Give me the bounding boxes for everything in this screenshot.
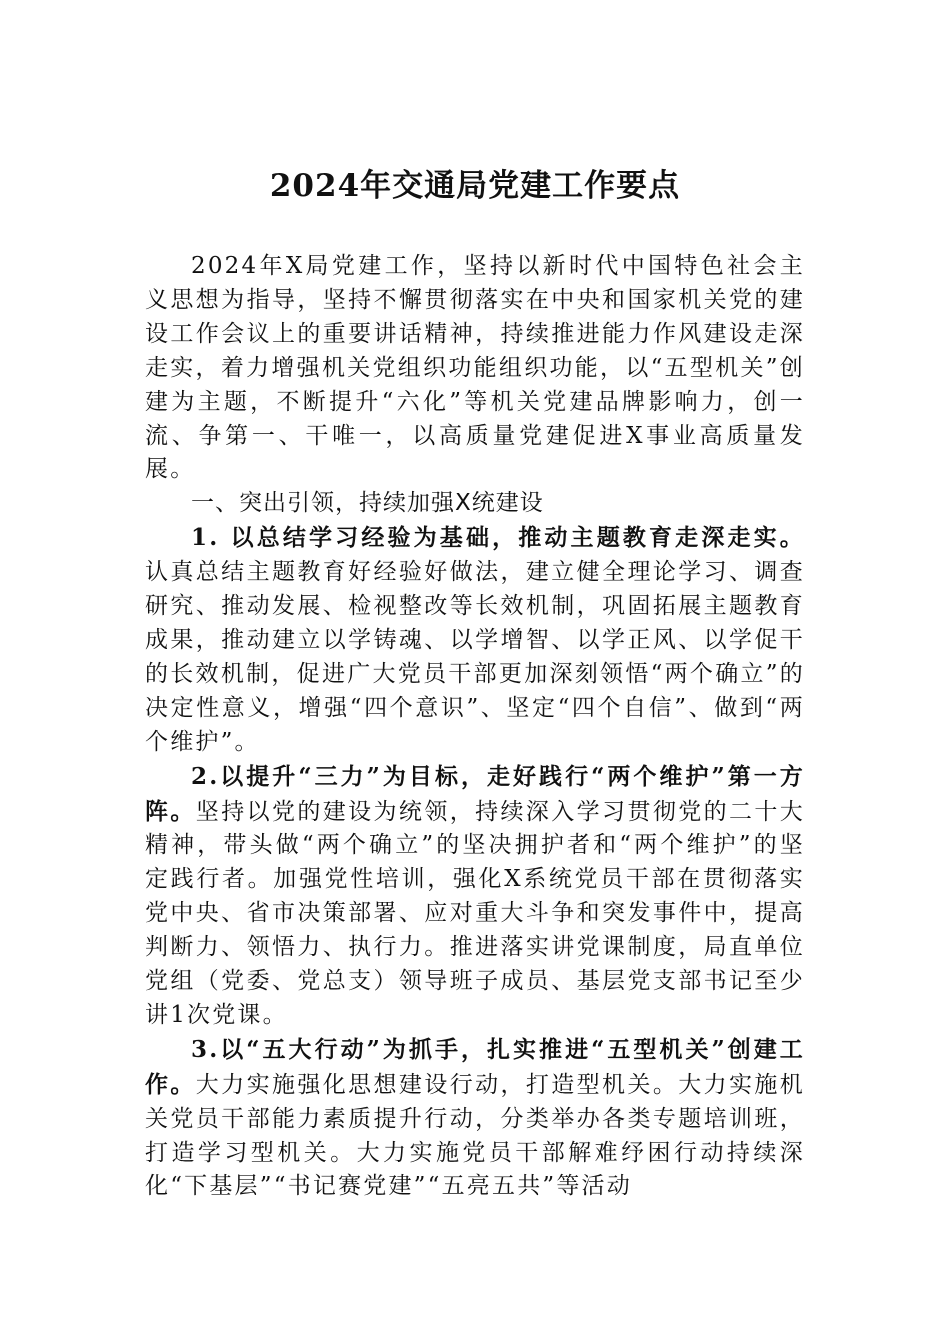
item-3-body: 大力实施强化思想建设行动，打造型机关。大力实施机关党员干部能力素质提升行动，分类举办各类专题培训班，打造学习型机关。大力实施党员干部解难纾困行动持续深化“下基层”“书记赛党建”“五亮五共”等活动 [145, 1071, 805, 1200]
document-title: 2024年交通局党建工作要点 [269, 168, 681, 204]
intro-paragraph: 2024年X局党建工作，坚持以新时代中国特色社会主义思想为指导，坚持不懈贯彻落实在中央和国家机关党的建设工作会议上的重要讲话精神，持续推进能力作风建设走深走实，着力增强机关党组织功能组织功能，以“五型机关”创建为主题，不断提升“六化”等机关党建品牌影响力，创一流、争第一、干唯一，以高质量党建促进X事业高质量发展。 [145, 253, 805, 483]
item-2-lead: 2.以提升“三力”为目标，走好践行“两个维护”第一方阵。 [145, 762, 805, 825]
item-1-lead: 1. 以总结学习经验为基础，推动主题教育走深走实。 [191, 524, 805, 552]
document-body [145, 250, 805, 1204]
item-1-paragraph [145, 521, 805, 759]
item-3-lead: 3.以“五大行动”为抓手，扎实推进“五型机关”创建工作。 [145, 1035, 805, 1098]
section-heading: 一、突出引领，持续加强X统建设 [191, 490, 544, 517]
item-2-paragraph [145, 760, 805, 1033]
item-1-body: 认真总结主题教育好经验好做法，建立健全理论学习、调查研究、推动发展、检视整改等长效机制，巩固拓展主题教育成果，推动建立以学铸魂、以学增智、以学正风、以学促干的长效机制，促进广大党员干部更加深刻领悟“两个确立”的决定性意义，增强“四个意识”、坚定“四个自信”、做到“两个维护”。 [145, 559, 805, 755]
item-3-paragraph [145, 1033, 805, 1205]
item-2-body: 坚持以党的建设为统领，持续深入学习贯彻党的二十大精神，带头做“两个确立”的坚决拥护者和“两个维护”的坚定践行者。加强党性培训，强化X系统党员干部在贯彻落实党中央、省市决策部署、应对重大斗争和突发事件中，提高判断力、领悟力、执行力。推进落实讲党课制度，局直单位党组（党委、党总支）领导班子成员、基层党支部书记至少讲1次党课。 [145, 798, 805, 1028]
